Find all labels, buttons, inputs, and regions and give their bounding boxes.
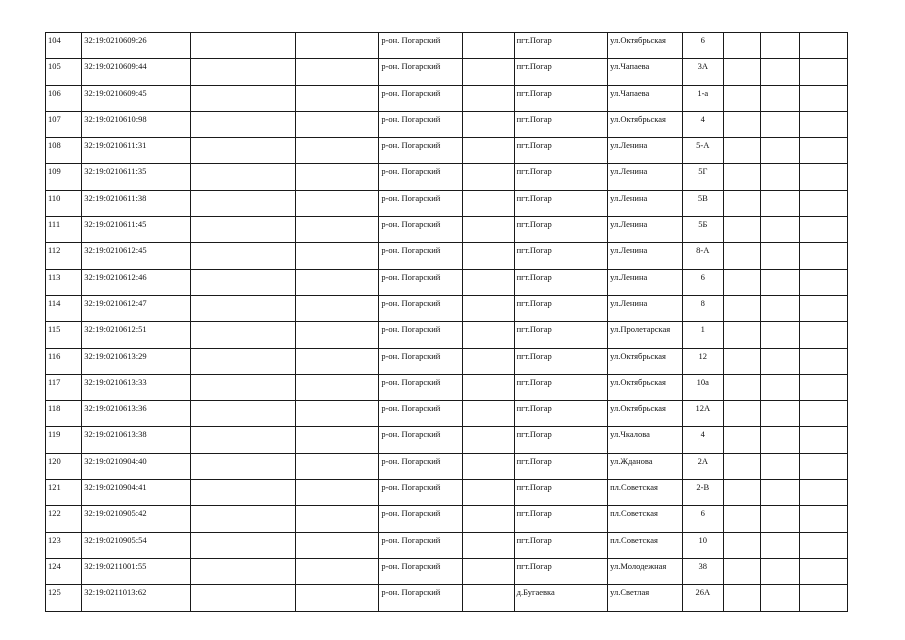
- empty-cell: [761, 164, 800, 190]
- house-number-cell: 4: [682, 111, 723, 137]
- empty-cell: [761, 558, 800, 584]
- empty-cell: [295, 295, 379, 321]
- table-row: [46, 243, 848, 269]
- empty-cell: [462, 295, 514, 321]
- street-cell: ул.Ленина: [608, 243, 683, 269]
- empty-cell: [723, 401, 760, 427]
- empty-cell: [799, 190, 847, 216]
- cadastral-number-cell: 32:19:0210613:33: [82, 374, 191, 400]
- empty-cell: [191, 427, 296, 453]
- empty-cell: [462, 59, 514, 85]
- house-number-cell: 2А: [682, 453, 723, 479]
- empty-cell: [191, 348, 296, 374]
- empty-cell: [723, 295, 760, 321]
- row-number-cell: 113: [46, 269, 82, 295]
- house-number-cell: 8: [682, 295, 723, 321]
- empty-cell: [723, 59, 760, 85]
- empty-cell: [723, 453, 760, 479]
- empty-cell: [799, 111, 847, 137]
- empty-cell: [799, 348, 847, 374]
- table-row: [46, 164, 848, 190]
- empty-cell: [761, 322, 800, 348]
- street-cell: ул.Ленина: [608, 138, 683, 164]
- empty-cell: [462, 190, 514, 216]
- house-number-cell: 6: [682, 506, 723, 532]
- empty-cell: [799, 374, 847, 400]
- empty-cell: [462, 111, 514, 137]
- street-cell: ул.Молодежная: [608, 558, 683, 584]
- empty-cell: [799, 585, 847, 611]
- empty-cell: [723, 558, 760, 584]
- empty-cell: [462, 348, 514, 374]
- house-number-cell: 6: [682, 33, 723, 59]
- row-number-cell: 116: [46, 348, 82, 374]
- empty-cell: [191, 506, 296, 532]
- table-row: [46, 348, 848, 374]
- empty-cell: [191, 453, 296, 479]
- street-cell: ул.Пролетарская: [608, 322, 683, 348]
- empty-cell: [723, 269, 760, 295]
- empty-cell: [799, 33, 847, 59]
- street-cell: ул.Светлая: [608, 585, 683, 611]
- cadastral-number-cell: 32:19:0210612:47: [82, 295, 191, 321]
- cadastral-number-cell: 32:19:0210904:40: [82, 453, 191, 479]
- row-number-cell: 106: [46, 85, 82, 111]
- house-number-cell: 1-а: [682, 85, 723, 111]
- empty-cell: [799, 85, 847, 111]
- table-row: [46, 585, 848, 611]
- settlement-cell: пгт.Погар: [514, 85, 608, 111]
- empty-cell: [191, 585, 296, 611]
- settlement-cell: пгт.Погар: [514, 401, 608, 427]
- empty-cell: [761, 585, 800, 611]
- empty-cell: [761, 33, 800, 59]
- street-cell: пл.Советская: [608, 506, 683, 532]
- empty-cell: [799, 558, 847, 584]
- cadastral-number-cell: 32:19:0210613:29: [82, 348, 191, 374]
- empty-cell: [761, 59, 800, 85]
- table-row: [46, 111, 848, 137]
- district-cell: р-он. Погарский: [379, 480, 463, 506]
- house-number-cell: 4: [682, 427, 723, 453]
- empty-cell: [723, 322, 760, 348]
- street-cell: ул.Октябрьская: [608, 111, 683, 137]
- empty-cell: [191, 85, 296, 111]
- district-cell: р-он. Погарский: [379, 427, 463, 453]
- house-number-cell: 5Г: [682, 164, 723, 190]
- empty-cell: [295, 59, 379, 85]
- house-number-cell: 5Б: [682, 217, 723, 243]
- cadastral-number-cell: 32:19:0211013:62: [82, 585, 191, 611]
- empty-cell: [761, 243, 800, 269]
- table-row: [46, 532, 848, 558]
- house-number-cell: 3А: [682, 59, 723, 85]
- table-row: [46, 190, 848, 216]
- empty-cell: [723, 190, 760, 216]
- empty-cell: [295, 243, 379, 269]
- empty-cell: [191, 401, 296, 427]
- cadastral-number-cell: 32:19:0210609:26: [82, 33, 191, 59]
- empty-cell: [295, 217, 379, 243]
- settlement-cell: пгт.Погар: [514, 453, 608, 479]
- settlement-cell: пгт.Погар: [514, 269, 608, 295]
- table-row: [46, 427, 848, 453]
- empty-cell: [295, 348, 379, 374]
- cadastral-number-cell: 32:19:0210904:41: [82, 480, 191, 506]
- empty-cell: [761, 506, 800, 532]
- empty-cell: [723, 164, 760, 190]
- empty-cell: [462, 33, 514, 59]
- row-number-cell: 107: [46, 111, 82, 137]
- settlement-cell: пгт.Погар: [514, 506, 608, 532]
- empty-cell: [191, 374, 296, 400]
- empty-cell: [191, 532, 296, 558]
- empty-cell: [191, 138, 296, 164]
- empty-cell: [462, 269, 514, 295]
- table-row: [46, 269, 848, 295]
- street-cell: ул.Ленина: [608, 269, 683, 295]
- cadastral-number-cell: 32:19:0210612:46: [82, 269, 191, 295]
- empty-cell: [191, 59, 296, 85]
- district-cell: р-он. Погарский: [379, 111, 463, 137]
- street-cell: ул.Октябрьская: [608, 33, 683, 59]
- empty-cell: [295, 322, 379, 348]
- empty-cell: [723, 138, 760, 164]
- district-cell: р-он. Погарский: [379, 164, 463, 190]
- table-row: [46, 138, 848, 164]
- house-number-cell: 38: [682, 558, 723, 584]
- house-number-cell: 12А: [682, 401, 723, 427]
- row-number-cell: 110: [46, 190, 82, 216]
- empty-cell: [191, 322, 296, 348]
- district-cell: р-он. Погарский: [379, 59, 463, 85]
- street-cell: ул.Чапаева: [608, 85, 683, 111]
- empty-cell: [295, 85, 379, 111]
- empty-cell: [761, 269, 800, 295]
- street-cell: ул.Октябрьская: [608, 348, 683, 374]
- empty-cell: [295, 401, 379, 427]
- house-number-cell: 10а: [682, 374, 723, 400]
- empty-cell: [295, 558, 379, 584]
- empty-cell: [723, 532, 760, 558]
- street-cell: пл.Советская: [608, 532, 683, 558]
- empty-cell: [761, 85, 800, 111]
- empty-cell: [799, 532, 847, 558]
- street-cell: ул.Жданова: [608, 453, 683, 479]
- settlement-cell: пгт.Погар: [514, 243, 608, 269]
- row-number-cell: 123: [46, 532, 82, 558]
- empty-cell: [295, 506, 379, 532]
- empty-cell: [462, 558, 514, 584]
- settlement-cell: пгт.Погар: [514, 295, 608, 321]
- empty-cell: [295, 532, 379, 558]
- street-cell: ул.Ленина: [608, 295, 683, 321]
- empty-cell: [799, 401, 847, 427]
- district-cell: р-он. Погарский: [379, 532, 463, 558]
- row-number-cell: 105: [46, 59, 82, 85]
- empty-cell: [799, 243, 847, 269]
- row-number-cell: 119: [46, 427, 82, 453]
- street-cell: ул.Ленина: [608, 164, 683, 190]
- table-row: [46, 374, 848, 400]
- house-number-cell: 12: [682, 348, 723, 374]
- settlement-cell: д.Бугаевка: [514, 585, 608, 611]
- empty-cell: [723, 585, 760, 611]
- table-row: [46, 295, 848, 321]
- empty-cell: [462, 243, 514, 269]
- empty-cell: [462, 138, 514, 164]
- empty-cell: [723, 111, 760, 137]
- cadastral-number-cell: 32:19:0210610:98: [82, 111, 191, 137]
- district-cell: р-он. Погарский: [379, 190, 463, 216]
- cadastral-number-cell: 32:19:0210613:36: [82, 401, 191, 427]
- empty-cell: [799, 138, 847, 164]
- empty-cell: [799, 453, 847, 479]
- settlement-cell: пгт.Погар: [514, 59, 608, 85]
- row-number-cell: 109: [46, 164, 82, 190]
- empty-cell: [462, 401, 514, 427]
- empty-cell: [761, 480, 800, 506]
- empty-cell: [191, 190, 296, 216]
- empty-cell: [462, 427, 514, 453]
- house-number-cell: 2-В: [682, 480, 723, 506]
- empty-cell: [191, 558, 296, 584]
- settlement-cell: пгт.Погар: [514, 33, 608, 59]
- empty-cell: [723, 374, 760, 400]
- empty-cell: [761, 190, 800, 216]
- settlement-cell: пгт.Погар: [514, 374, 608, 400]
- district-cell: р-он. Погарский: [379, 401, 463, 427]
- house-number-cell: 1: [682, 322, 723, 348]
- district-cell: р-он. Погарский: [379, 374, 463, 400]
- district-cell: р-он. Погарский: [379, 453, 463, 479]
- empty-cell: [295, 269, 379, 295]
- house-number-cell: 5В: [682, 190, 723, 216]
- street-cell: пл.Советская: [608, 480, 683, 506]
- district-cell: р-он. Погарский: [379, 322, 463, 348]
- row-number-cell: 104: [46, 33, 82, 59]
- empty-cell: [191, 33, 296, 59]
- street-cell: ул.Ленина: [608, 217, 683, 243]
- district-cell: р-он. Погарский: [379, 295, 463, 321]
- empty-cell: [462, 85, 514, 111]
- empty-cell: [462, 532, 514, 558]
- empty-cell: [191, 164, 296, 190]
- empty-cell: [462, 322, 514, 348]
- cadastral-number-cell: 32:19:0210611:45: [82, 217, 191, 243]
- district-cell: р-он. Погарский: [379, 33, 463, 59]
- table-row: [46, 322, 848, 348]
- cadastral-number-cell: 32:19:0210611:31: [82, 138, 191, 164]
- house-number-cell: 10: [682, 532, 723, 558]
- street-cell: ул.Чкалова: [608, 427, 683, 453]
- cadastral-number-cell: 32:19:0210609:44: [82, 59, 191, 85]
- cadastral-number-cell: 32:19:0210613:38: [82, 427, 191, 453]
- table-row: [46, 401, 848, 427]
- empty-cell: [761, 138, 800, 164]
- settlement-cell: пгт.Погар: [514, 480, 608, 506]
- empty-cell: [761, 453, 800, 479]
- empty-cell: [295, 190, 379, 216]
- settlement-cell: пгт.Погар: [514, 427, 608, 453]
- empty-cell: [191, 480, 296, 506]
- empty-cell: [462, 453, 514, 479]
- empty-cell: [723, 348, 760, 374]
- empty-cell: [723, 480, 760, 506]
- row-number-cell: 115: [46, 322, 82, 348]
- settlement-cell: пгт.Погар: [514, 558, 608, 584]
- table-row: [46, 59, 848, 85]
- empty-cell: [295, 453, 379, 479]
- district-cell: р-он. Погарский: [379, 269, 463, 295]
- street-cell: ул.Чапаева: [608, 59, 683, 85]
- cadastral-number-cell: 32:19:0210611:35: [82, 164, 191, 190]
- cadastral-number-cell: 32:19:0210611:38: [82, 190, 191, 216]
- empty-cell: [295, 164, 379, 190]
- empty-cell: [799, 322, 847, 348]
- empty-cell: [799, 295, 847, 321]
- row-number-cell: 122: [46, 506, 82, 532]
- empty-cell: [761, 427, 800, 453]
- empty-cell: [723, 85, 760, 111]
- house-number-cell: 5-А: [682, 138, 723, 164]
- empty-cell: [191, 217, 296, 243]
- empty-cell: [462, 585, 514, 611]
- empty-cell: [761, 401, 800, 427]
- empty-cell: [295, 138, 379, 164]
- empty-cell: [462, 506, 514, 532]
- table-row: [46, 558, 848, 584]
- table-body: [46, 33, 848, 612]
- district-cell: р-он. Погарский: [379, 348, 463, 374]
- settlement-cell: пгт.Погар: [514, 532, 608, 558]
- row-number-cell: 114: [46, 295, 82, 321]
- document-page: [45, 32, 848, 612]
- table-row: [46, 85, 848, 111]
- table-row: [46, 480, 848, 506]
- row-number-cell: 120: [46, 453, 82, 479]
- empty-cell: [295, 585, 379, 611]
- district-cell: р-он. Погарский: [379, 243, 463, 269]
- row-number-cell: 124: [46, 558, 82, 584]
- district-cell: р-он. Погарский: [379, 85, 463, 111]
- empty-cell: [462, 217, 514, 243]
- empty-cell: [761, 217, 800, 243]
- empty-cell: [295, 33, 379, 59]
- empty-cell: [723, 217, 760, 243]
- settlement-cell: пгт.Погар: [514, 348, 608, 374]
- cadastral-number-cell: 32:19:0210612:45: [82, 243, 191, 269]
- cadastral-number-cell: 32:19:0211001:55: [82, 558, 191, 584]
- settlement-cell: пгт.Погар: [514, 164, 608, 190]
- table-row: [46, 33, 848, 59]
- empty-cell: [191, 243, 296, 269]
- empty-cell: [799, 480, 847, 506]
- empty-cell: [799, 59, 847, 85]
- empty-cell: [462, 480, 514, 506]
- row-number-cell: 112: [46, 243, 82, 269]
- district-cell: р-он. Погарский: [379, 138, 463, 164]
- table-row: [46, 453, 848, 479]
- empty-cell: [191, 269, 296, 295]
- district-cell: р-он. Погарский: [379, 585, 463, 611]
- house-number-cell: 26А: [682, 585, 723, 611]
- empty-cell: [761, 111, 800, 137]
- empty-cell: [799, 427, 847, 453]
- empty-cell: [462, 374, 514, 400]
- settlement-cell: пгт.Погар: [514, 111, 608, 137]
- district-cell: р-он. Погарский: [379, 506, 463, 532]
- street-cell: ул.Ленина: [608, 190, 683, 216]
- empty-cell: [799, 269, 847, 295]
- empty-cell: [799, 164, 847, 190]
- empty-cell: [761, 295, 800, 321]
- house-number-cell: 8-А: [682, 243, 723, 269]
- empty-cell: [723, 33, 760, 59]
- street-cell: ул.Октябрьская: [608, 401, 683, 427]
- cadastral-number-cell: 32:19:0210612:51: [82, 322, 191, 348]
- settlement-cell: пгт.Погар: [514, 190, 608, 216]
- row-number-cell: 125: [46, 585, 82, 611]
- empty-cell: [761, 374, 800, 400]
- settlement-cell: пгт.Погар: [514, 138, 608, 164]
- row-number-cell: 117: [46, 374, 82, 400]
- empty-cell: [462, 164, 514, 190]
- empty-cell: [761, 532, 800, 558]
- empty-cell: [723, 506, 760, 532]
- street-cell: ул.Октябрьская: [608, 374, 683, 400]
- row-number-cell: 111: [46, 217, 82, 243]
- empty-cell: [295, 480, 379, 506]
- district-cell: р-он. Погарский: [379, 217, 463, 243]
- table-row: [46, 217, 848, 243]
- row-number-cell: 121: [46, 480, 82, 506]
- empty-cell: [191, 295, 296, 321]
- empty-cell: [295, 374, 379, 400]
- row-number-cell: 118: [46, 401, 82, 427]
- settlement-cell: пгт.Погар: [514, 217, 608, 243]
- empty-cell: [761, 348, 800, 374]
- table-row: [46, 506, 848, 532]
- house-number-cell: 6: [682, 269, 723, 295]
- row-number-cell: 108: [46, 138, 82, 164]
- property-register-table: [45, 32, 848, 612]
- cadastral-number-cell: 32:19:0210905:42: [82, 506, 191, 532]
- cadastral-number-cell: 32:19:0210609:45: [82, 85, 191, 111]
- empty-cell: [799, 217, 847, 243]
- empty-cell: [799, 506, 847, 532]
- district-cell: р-он. Погарский: [379, 558, 463, 584]
- empty-cell: [191, 111, 296, 137]
- empty-cell: [295, 111, 379, 137]
- empty-cell: [295, 427, 379, 453]
- cadastral-number-cell: 32:19:0210905:54: [82, 532, 191, 558]
- settlement-cell: пгт.Погар: [514, 322, 608, 348]
- empty-cell: [723, 427, 760, 453]
- empty-cell: [723, 243, 760, 269]
